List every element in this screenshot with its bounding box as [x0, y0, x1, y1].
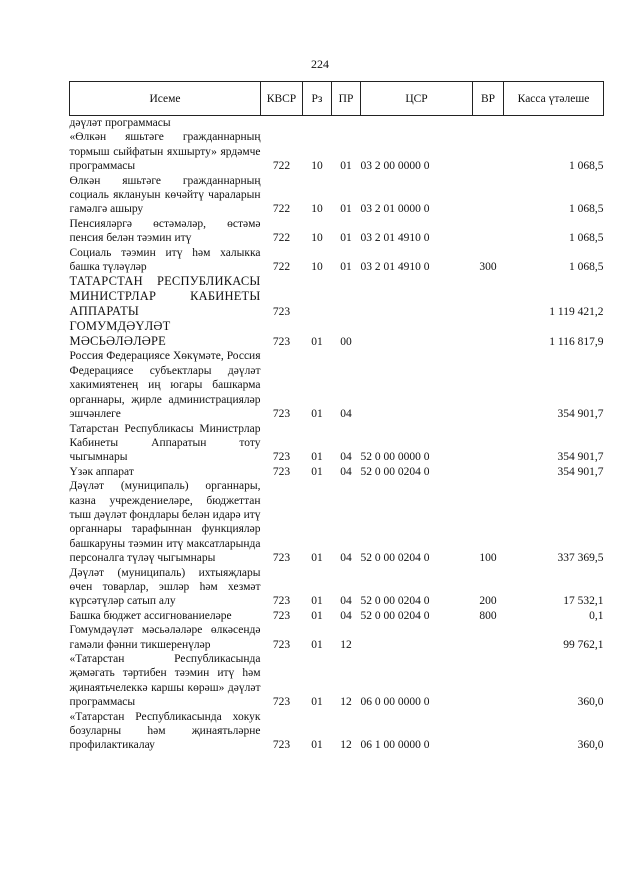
cell-csr: 52 0 00 0000 0 [360, 451, 430, 464]
cell-name: Россия Федерациясе Хөкүмәте, Россия Федерациясе субъектлары дәүләт хакимиятенең иң югары башкарма органнары, җирле администрацияләр эшчәнлеге [69, 350, 261, 421]
table-row [70, 479, 604, 565]
cell-pr: 04 [340, 408, 352, 421]
cell-rz: 10 [311, 203, 323, 216]
cell-kvsr: 723 [272, 408, 291, 421]
cell-csr: 52 0 00 0204 0 [360, 609, 430, 622]
cell-amount: 99 762,1 [563, 638, 604, 651]
table-row [70, 217, 604, 246]
cell-rz: 10 [311, 232, 323, 245]
cell-name: Социаль тәэмин итү һәм халыкка башка түләүләр [69, 246, 261, 274]
cell-pr: 12 [340, 739, 352, 752]
cell-name: Гомумдәүләт мәсьәләләре өлкәсендә гамәли фәнни тикшеренүләр [69, 624, 261, 651]
cell-rz: 01 [311, 696, 323, 709]
cell-name: Башка бюджет ассигнованиеләре [69, 609, 232, 622]
cell-pr [332, 274, 361, 319]
cell-csr: 52 0 00 0204 0 [360, 595, 430, 608]
cell-vr [473, 465, 504, 479]
cell-rz: 01 [311, 638, 323, 651]
cell-amount: 17 532,1 [563, 595, 604, 608]
cell-kvsr [261, 116, 303, 131]
cell-rz: 01 [311, 408, 323, 421]
cell-pr: 04 [340, 451, 352, 464]
cell-amount: 354 901,7 [557, 465, 604, 478]
cell-pr: 01 [340, 203, 352, 216]
cell-pr: 12 [340, 696, 352, 709]
cell-rz: 01 [311, 609, 323, 622]
table-row [70, 566, 604, 609]
page-number: 224 [311, 57, 329, 71]
cell-name: «Татарстан Республикасында җәмәгать тәртибен тәэмин итү һәм җинаятьчелеккә каршы көрәш» дәүләт программасы [69, 653, 261, 709]
cell-kvsr: 723 [272, 595, 291, 608]
cell-csr: 52 0 00 0204 0 [360, 465, 430, 478]
header-vr: ВР [473, 82, 504, 116]
cell-amount: 1 116 817,9 [549, 336, 604, 349]
cell-csr [361, 349, 473, 421]
table-row [70, 130, 604, 173]
table-row [70, 652, 604, 710]
table-header [70, 82, 604, 116]
cell-rz: 10 [311, 261, 323, 274]
cell-pr: 01 [340, 160, 352, 173]
cell-csr [361, 319, 473, 349]
cell-kvsr: 722 [272, 261, 291, 274]
cell-csr: 06 1 00 0000 0 [360, 739, 430, 752]
cell-pr: 01 [340, 232, 352, 245]
cell-rz [303, 274, 332, 319]
cell-kvsr: 723 [272, 696, 291, 709]
table-row [70, 710, 604, 753]
cell-kvsr: 723 [272, 465, 291, 478]
table-row [70, 246, 604, 275]
cell-amount: 1 068,5 [569, 261, 604, 274]
cell-amount: 360,0 [577, 739, 604, 752]
cell-csr: 03 2 00 0000 0 [360, 160, 430, 173]
cell-kvsr: 723 [272, 306, 291, 319]
cell-kvsr: 723 [272, 739, 291, 752]
cell-rz: 01 [311, 451, 323, 464]
header-kvsr: КВСР [261, 82, 303, 116]
cell-pr: 04 [340, 552, 352, 565]
cell-rz: 10 [311, 160, 323, 173]
table-row [70, 174, 604, 217]
header-name: Исеме [70, 82, 261, 116]
cell-name: Пенсияләргә өстәмәләр, өстәмә пенсия белән тәэмин итү [69, 217, 261, 245]
cell-name: дәүләт программасы [69, 117, 171, 129]
cell-csr: 03 2 01 4910 0 [360, 261, 430, 274]
cell-vr [473, 652, 504, 710]
cell-vr [473, 319, 504, 349]
cell-rz: 01 [311, 552, 323, 565]
cell-amount: 1 068,5 [569, 160, 604, 173]
cell-rz [303, 116, 332, 131]
cell-vr [473, 349, 504, 421]
cell-kvsr: 723 [272, 552, 291, 565]
cell-rz: 01 [311, 739, 323, 752]
cell-amount: 1 068,5 [569, 232, 604, 245]
cell-vr [473, 174, 504, 217]
cell-csr: 06 0 00 0000 0 [360, 696, 430, 709]
table-row [70, 465, 604, 479]
cell-vr [473, 116, 504, 131]
cell-vr [473, 710, 504, 753]
cell-kvsr: 723 [272, 451, 291, 464]
cell-csr [361, 623, 473, 652]
header-amount: Касса үтәлеше [504, 82, 604, 116]
table-row [70, 623, 604, 652]
cell-pr: 04 [340, 595, 352, 608]
cell-vr: 200 [479, 595, 497, 608]
table-body [70, 116, 604, 753]
cell-csr: 52 0 00 0204 0 [360, 552, 430, 565]
budget-table [69, 81, 604, 753]
cell-amount [504, 116, 604, 131]
table-row [70, 349, 604, 421]
cell-name: Татарстан Республикасы Министрлар Кабинеты Аппаратын тоту чыгымнары [69, 422, 261, 464]
cell-kvsr: 722 [272, 203, 291, 216]
cell-vr [473, 217, 504, 246]
cell-vr [473, 422, 504, 465]
cell-vr: 300 [479, 261, 497, 274]
cell-rz: 01 [311, 336, 323, 349]
cell-pr: 00 [340, 336, 352, 349]
table-row [70, 319, 604, 349]
cell-name: Үзәк аппарат [69, 465, 134, 478]
cell-name: Өлкән яшьтәге гражданнарның социаль яклануын көчәйтү чараларын гамәлгә ашыру [69, 174, 261, 216]
cell-csr [361, 116, 473, 131]
header-pr: ПР [332, 82, 361, 116]
cell-pr: 04 [340, 465, 352, 478]
cell-pr: 01 [340, 261, 352, 274]
cell-name: Дәүләт (муниципаль) ихтыяҗлары өчен товарлар, эшләр һәм хезмәт күрсәтүләр сатып алу [69, 566, 261, 608]
cell-vr: 100 [479, 552, 497, 565]
cell-rz: 01 [311, 595, 323, 608]
table-row [70, 609, 604, 623]
table-row [70, 422, 604, 465]
cell-vr [473, 623, 504, 652]
cell-csr: 03 2 01 4910 0 [360, 232, 430, 245]
cell-kvsr: 722 [272, 160, 291, 173]
table-row [70, 116, 604, 131]
cell-rz: 01 [311, 465, 323, 478]
cell-kvsr: 723 [272, 336, 291, 349]
cell-name: Дәүләт (муниципаль) органнары, казна учреждениеләре, бюджеттан тыш дәүләт фондлары белән идарә итү органнары тарафыннан функцияләр башкаруны тәэмин итү максатларында персоналга түләү чыгымнары [69, 480, 261, 565]
cell-kvsr: 723 [272, 609, 291, 622]
cell-amount: 1 068,5 [569, 203, 604, 216]
cell-amount: 1 119 421,2 [549, 306, 604, 319]
cell-csr: 03 2 01 0000 0 [360, 203, 430, 216]
cell-vr [473, 130, 504, 173]
cell-name: ГОМУМДӘҮЛӘТ МӘСЬӘЛӘЛӘРЕ [69, 319, 171, 349]
cell-pr [332, 116, 361, 131]
cell-amount: 354 901,7 [557, 408, 604, 421]
cell-name: «Өлкән яшьтәге гражданнарның тормыш сыйфатын яхшырту» ярдәмче программасы [69, 131, 261, 173]
cell-name: ТАТАРСТАН РЕСПУБЛИКАСЫ МИНИСТРЛАР КАБИНЕТЫ АППАРАТЫ [69, 274, 261, 319]
cell-amount: 360,0 [577, 696, 604, 709]
cell-vr: 800 [479, 609, 497, 622]
cell-pr: 12 [340, 638, 352, 651]
header-rz: Рз [303, 82, 332, 116]
cell-name: «Татарстан Республикасында хокук бозуларны һәм җинаятьләрне профилактикалау [69, 710, 261, 752]
table-row [70, 274, 604, 319]
cell-amount: 337 369,5 [557, 552, 604, 565]
cell-kvsr: 723 [272, 638, 291, 651]
header-csr: ЦСР [361, 82, 473, 116]
cell-kvsr: 722 [272, 232, 291, 245]
cell-pr: 04 [340, 609, 352, 622]
cell-vr [473, 274, 504, 319]
cell-csr [361, 274, 473, 319]
header-row [70, 82, 604, 116]
cell-amount: 354 901,7 [557, 451, 604, 464]
cell-amount: 0,1 [589, 609, 604, 622]
